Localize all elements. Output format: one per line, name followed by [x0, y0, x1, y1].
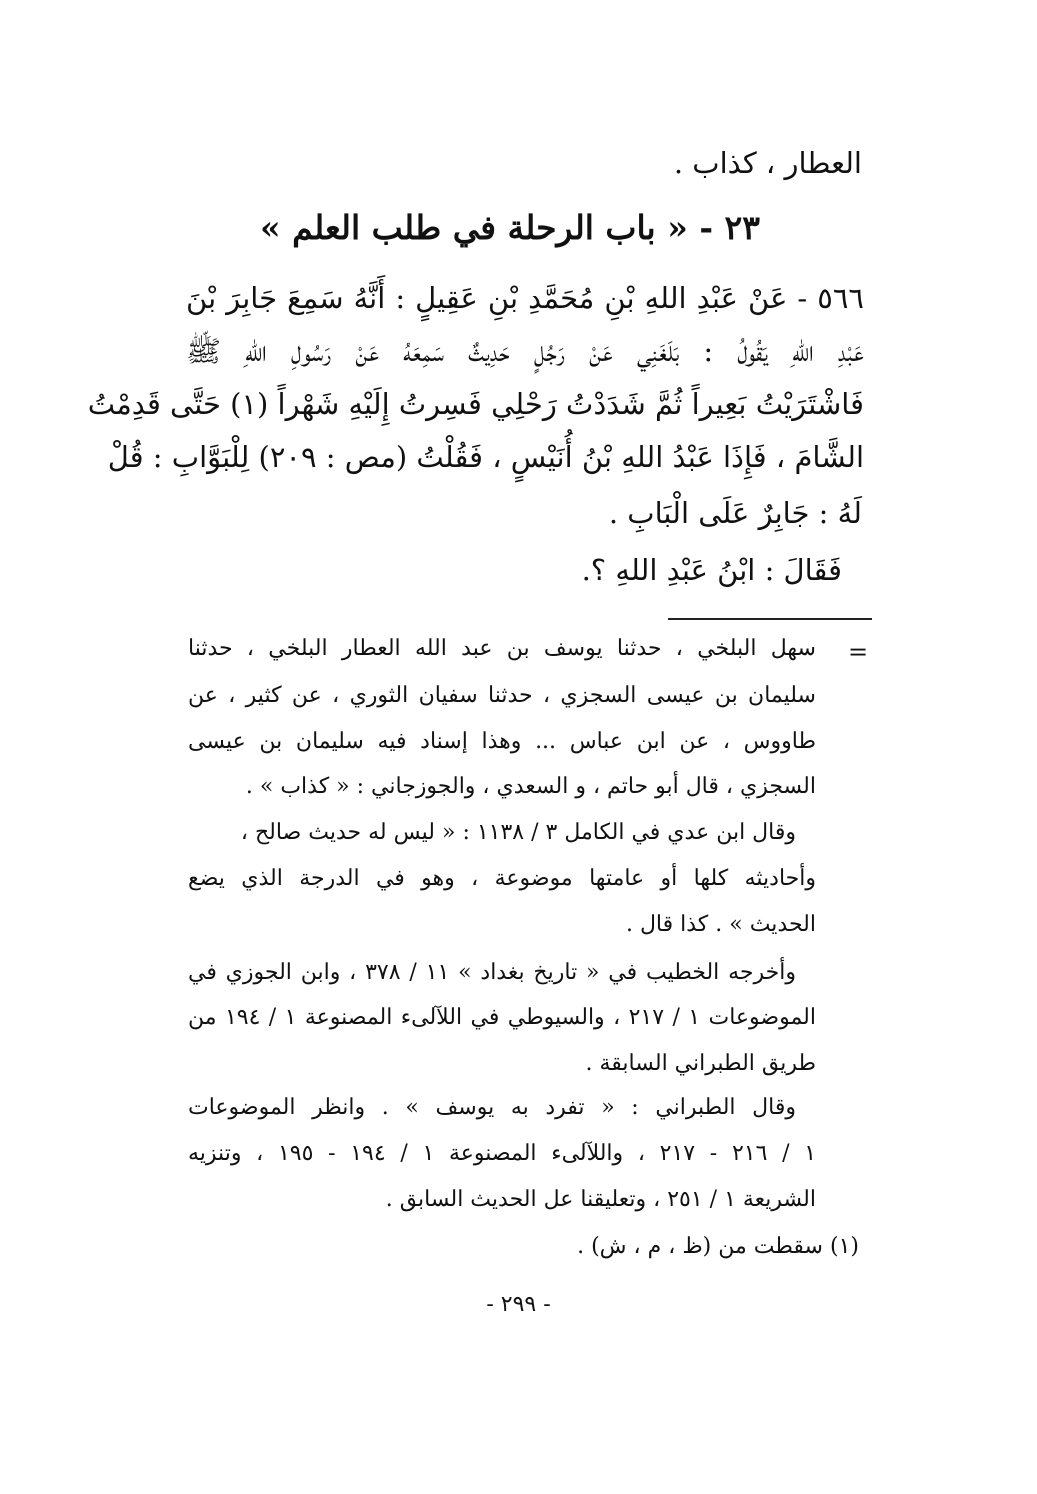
- hadith-line: لَهُ : جَابِرٌ عَلَى الْبَابِ .: [608, 496, 862, 530]
- footnote-line: سليمان بن عيسى السجزي ، حدثنا سفيان الثوري ، عن كثير ، عن: [188, 683, 816, 708]
- footnote-separator: [668, 618, 872, 620]
- footnote-line: طاووس ، عن ابن عباس ... وهذا إسناد فيه سليمان بن عيسى: [188, 729, 816, 754]
- top-line: العطار ، كذاب .: [673, 146, 862, 180]
- hadith-line: فَاشْتَرَيْتُ بَعِيراً ثُمَّ شَدَدْتُ رَحْلِي فَسِرتُ إِلَيْهِ شَهْراً (١) حَتَّى قَدِمْتُ: [87, 387, 864, 421]
- footnote-line: الحديث » . كذا قال .: [625, 912, 816, 937]
- footnote-line: الشريعة ١ / ٢٥١ ، وتعليقنا عل الحديث السابق .: [385, 1187, 816, 1212]
- footnote-line: السجزي ، قال أبو حاتم ، و السعدي ، والجوزجاني : « كذاب » .: [245, 774, 816, 799]
- footnote-line: (١) سقطت من (ظ ، م ، ش) .: [577, 1234, 859, 1259]
- footnote-line: وأخرجه الخطيب في « تاريخ بغداد » ١١ / ٣٧٨ ، وابن الجوزي في: [188, 960, 796, 985]
- footnote-line: وقال ابن عدي في الكامل ٣ / ١١٣٨ : « ليس له حديث صالح ،: [240, 820, 796, 845]
- footnote-line: وأحاديثه كلها أو عامتها موضوعة ، وهو في الدرجة الذي يضع: [188, 866, 816, 891]
- footnote-continuation-marker: =: [848, 638, 869, 666]
- footnote-line: سهل البلخي ، حدثنا يوسف بن عبد الله العطار البلخي ، حدثنا: [188, 636, 816, 661]
- footnote-line: طريق الطبراني السابقة .: [585, 1051, 816, 1076]
- hadith-line: عَبْدِ اللهِ يَقُولُ : بَلَغَنِي عَنْ رَجُلٍ حَدِيثٌ سَمِعَهُ عَنْ رَسُولِ اللهِ ﷺ: [186, 334, 864, 368]
- page-number: - ٢٩٩ -: [486, 1292, 551, 1317]
- footnote-line: الموضوعات ١ / ٢١٧ ، والسيوطي في اللآلىء المصنوعة ١ / ١٩٤ من: [188, 1005, 816, 1030]
- hadith-last-line: فَقَالَ : ابْنُ عَبْدِ اللهِ ؟.: [581, 553, 842, 587]
- chapter-title: ٢٣ - « باب الرحلة في طلب العلم »: [260, 208, 760, 247]
- hadith-line: ٥٦٦ - عَنْ عَبْدِ اللهِ بْنِ مُحَمَّدِ بْنِ عَقِيلٍ : أَنَّهُ سَمِعَ جَابِرَ بْنَ: [186, 281, 864, 315]
- footnote-line: ١ / ٢١٦ - ٢١٧ ، واللآلىء المصنوعة ١ / ١٩٤ - ١٩٥ ، وتنزيه: [188, 1141, 817, 1166]
- hadith-line: الشَّامَ ، فَإِذَا عَبْدُ اللهِ بْنُ أُنَيْسٍ ، فَقُلْتُ (مص : ٢٠٩) لِلْبَوَّابِ : قُلْ: [107, 440, 864, 474]
- footnote-line: وقال الطبراني : « تفرد به يوسف » . وانظر الموضوعات: [188, 1095, 796, 1120]
